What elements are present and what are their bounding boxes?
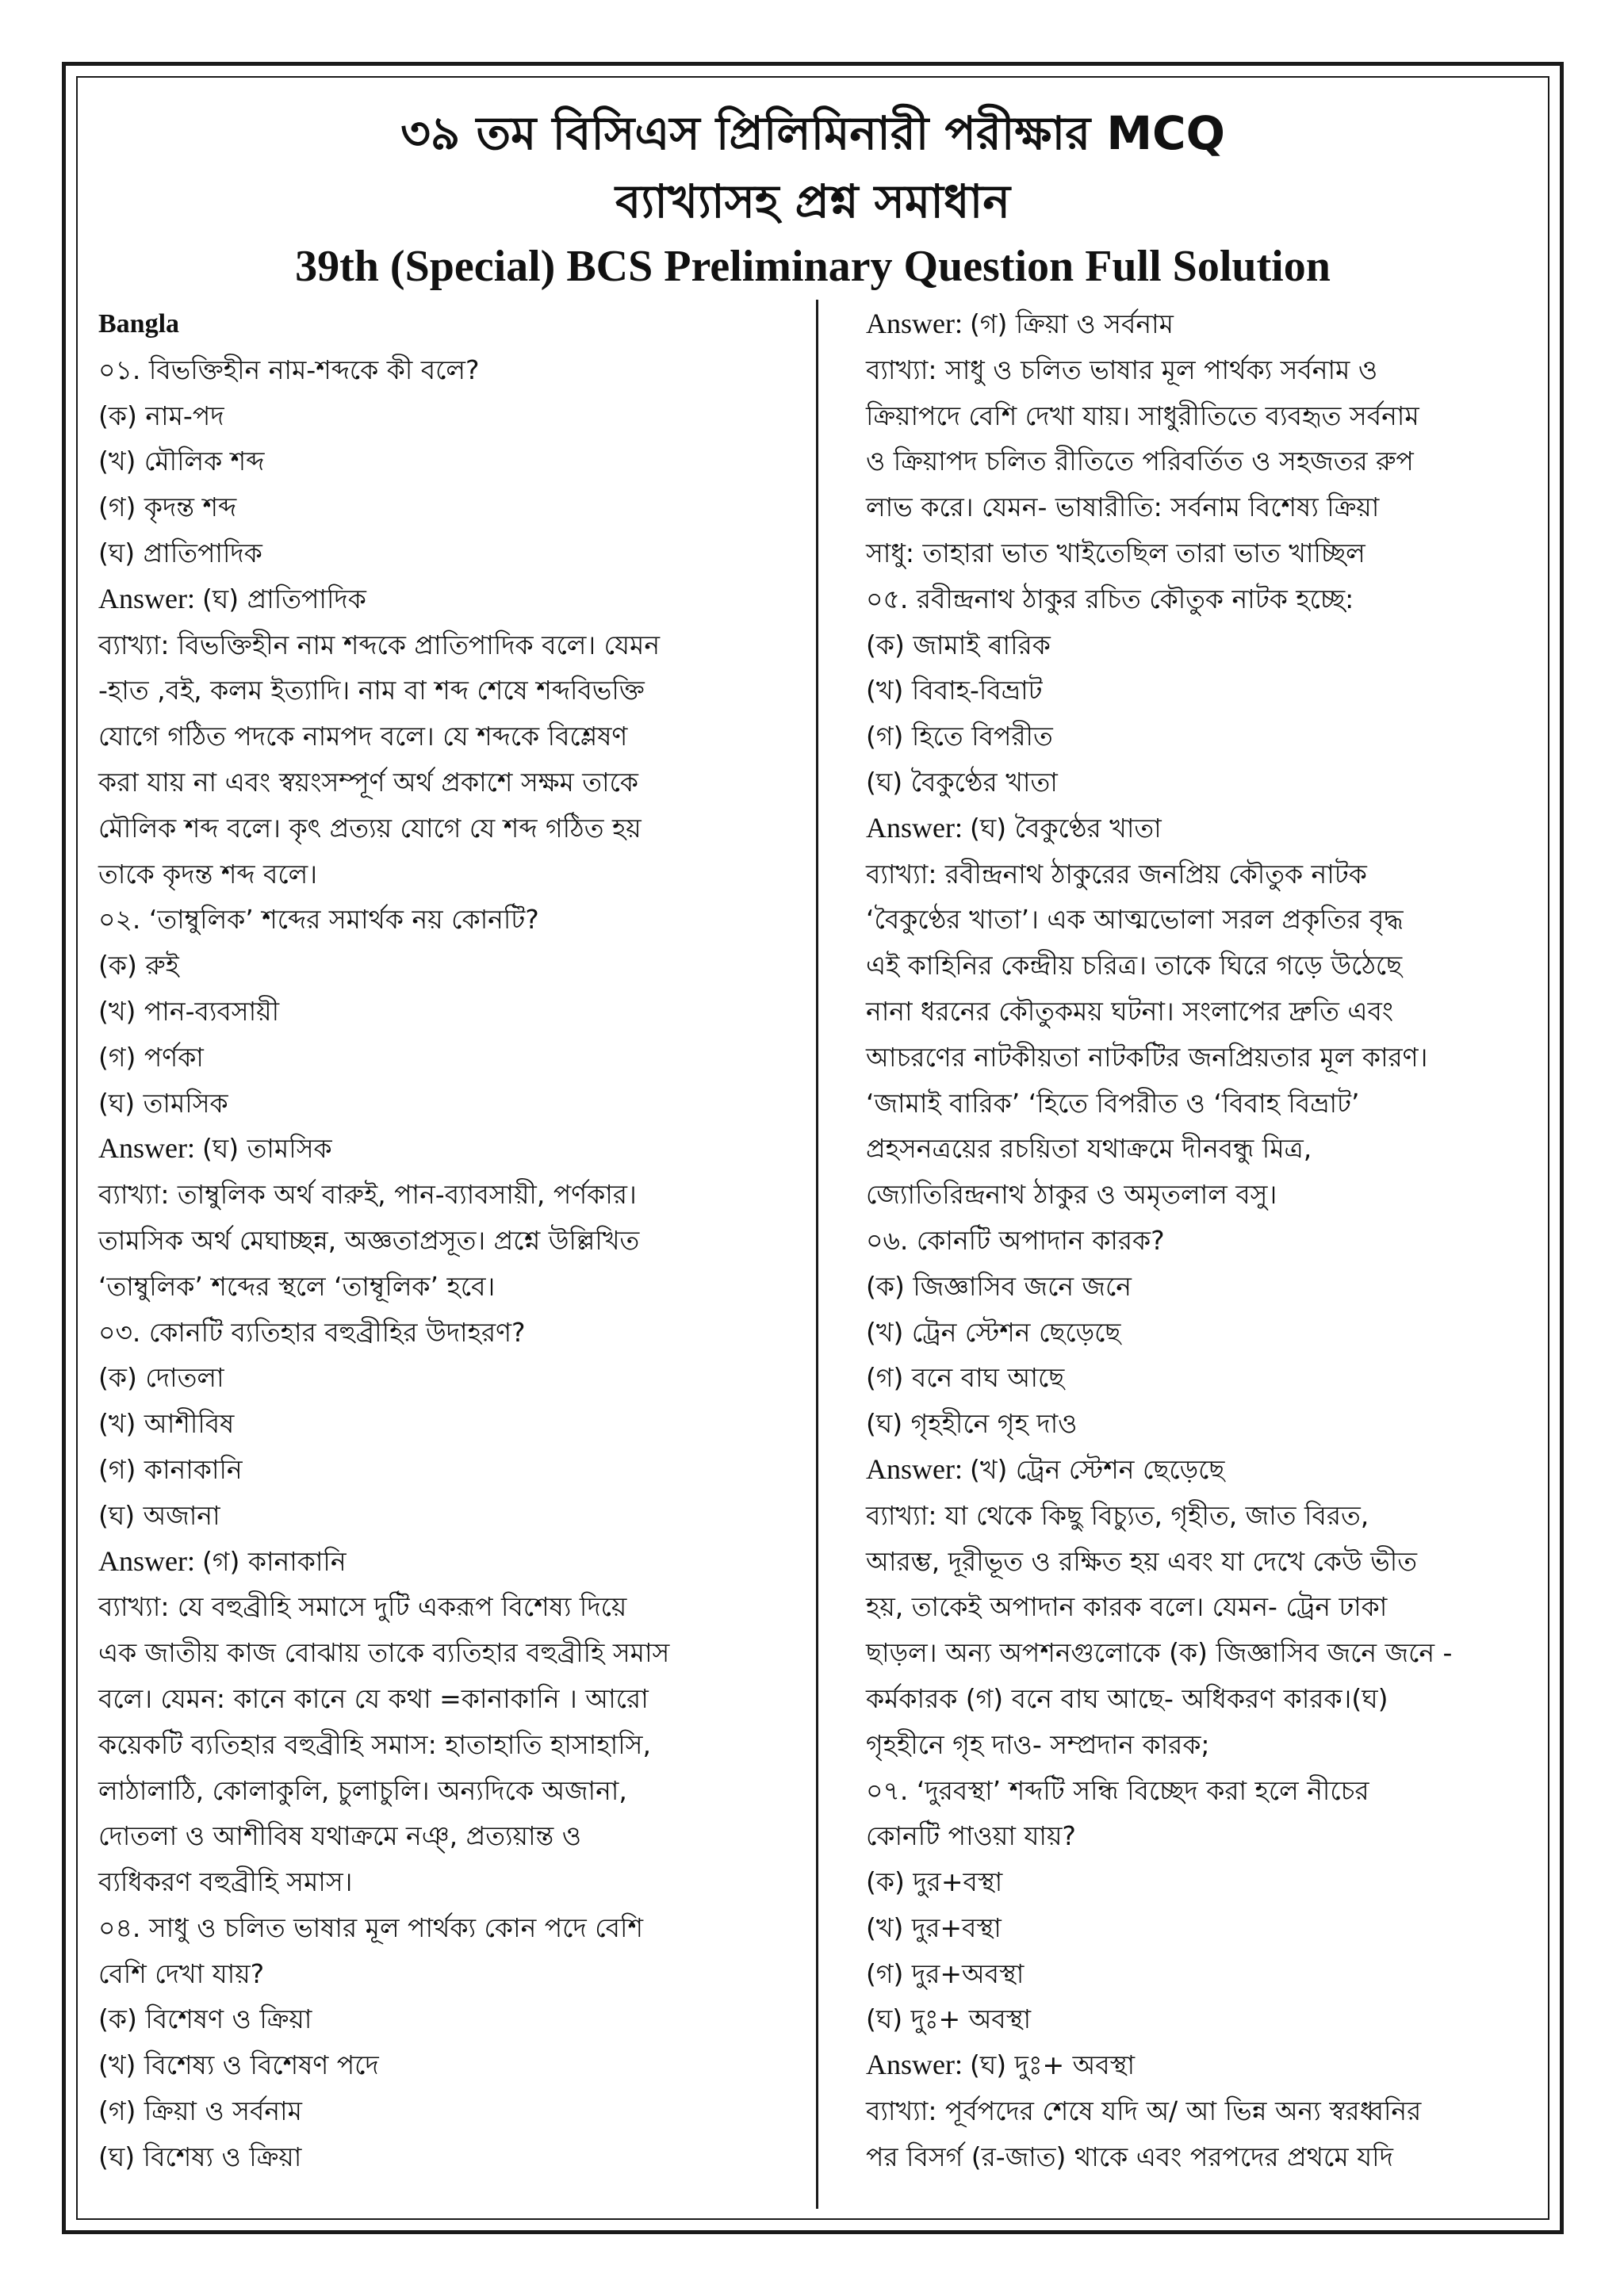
answer-option: (খ) দুর+বস্থা <box>866 1911 1002 1943</box>
explanation-line: ও ক্রিয়াপদ চলিত রীতিতে পরিবর্তিত ও সহজতর রুপ <box>866 446 1414 477</box>
answer-option: (খ) মৌলিক শব্দ <box>98 446 265 477</box>
answer-line <box>866 806 1536 851</box>
explanation-line: তামসিক অর্থ মেঘাচ্ছন্ন, অজ্ঞতাপ্রসূত। প্রশ্নে উল্লিখিত <box>98 1224 640 1256</box>
answer-label: Answer: <box>98 1132 202 1165</box>
question-text: ০৫. রবীন্দ্রনাথ ঠাকুর রচিত কৌতুক নাটক হচ্ছে: <box>866 583 1354 614</box>
answer-value: (ঘ) বৈকুণ্ঠের খাতা <box>969 812 1162 844</box>
answer-value: (গ) ক্রিয়া ও সর্বনাম <box>969 308 1174 339</box>
explanation-line: সাধু: তাহারা ভাত খাইতেছিল তারা ভাত খাচ্ছিল <box>866 537 1365 568</box>
answer-option: (ঘ) প্রাতিপাদিক <box>98 537 262 568</box>
question-text: বেশি দেখা যায়? <box>98 1957 265 1989</box>
answer-option: (খ) আশীবিষ <box>98 1408 235 1440</box>
explanation-line: নানা ধরনের কৌতুকময় ঘটনা। সংলাপের দ্রুতি এবং <box>866 995 1394 1027</box>
answer-option: (গ) ক্রিয়া ও সর্বনাম <box>98 2095 302 2127</box>
explanation-line: লাভ করে। যেমন- ভাষারীতি: সর্বনাম বিশেষ্য ক্রিয়া <box>866 492 1380 523</box>
explanation-line: ব্যাখ্যা: পূর্বপদের শেষে যদি অ/ আ ভিন্ন অন্য স্বরধ্বনির <box>866 2095 1422 2127</box>
answer-option: (ঘ) দুঃ+ অবস্থা <box>866 2003 1032 2035</box>
answer-option: (ক) দোতলা <box>98 1362 224 1394</box>
answer-option: (ঘ) বৈকুণ্ঠের খাতা <box>866 766 1058 798</box>
page-title-bangla: ৩৯ তম বিসিএস প্রিলিমিনারী পরীক্ষার MCQ <box>400 106 1225 160</box>
page-subtitle-bangla: ব্যাখ্যাসহ প্রশ্ন সমাধান <box>615 174 1010 228</box>
answer-line <box>866 2042 1536 2088</box>
explanation-line: পর বিসর্গ (র-জাত) থাকে এবং পরপদের প্রথমে যদি <box>866 2141 1393 2172</box>
explanation-line: আরম্ভ, দূরীভূত ও রক্ষিত হয় এবং যা দেখে কেউ ভীত <box>866 1545 1417 1577</box>
answer-option: (ক) জামাই ৰারিক <box>866 629 1051 660</box>
question-text: ০৬. কোনটি অপাদান কারক? <box>866 1224 1165 1256</box>
answer-value: (ঘ) প্রাতিপাদিক <box>201 583 366 614</box>
answer-line <box>98 1126 796 1172</box>
answer-option: (ক) রুই <box>98 950 179 982</box>
explanation-line: প্রহসনত্রয়ের রচয়িতা যথাক্রমে দীনবন্ধু মিত্র, <box>866 1133 1312 1165</box>
explanation-line: আচরণের নাটকীয়তা নাটকটির জনপ্রিয়তার মূল কারণ। <box>866 1041 1428 1073</box>
answer-option: (গ) বনে বাঘ আছে <box>866 1362 1065 1394</box>
explanation-line: মৌলিক শব্দ বলে। কৃৎ প্রত্যয় যোগে যে শব্দ গঠিত হয় <box>98 812 642 844</box>
answer-line <box>98 1539 796 1585</box>
explanation-line: কয়েকটি ব্যতিহার বহুব্রীহি সমাস: হাতাহাতি হাসাহাসি, <box>98 1728 651 1760</box>
explanation-line: হয়, তাকেই অপাদান কারক বলে। যেমন- ট্রেন ঢাকা <box>866 1591 1388 1623</box>
explanation-line: ব্যাখ্যা: সাধু ও চলিত ভাষার মূল পার্থক্য সর্বনাম ও <box>866 354 1378 385</box>
answer-option: (ক) জিজ্ঞাসিব জনে জনে <box>866 1270 1132 1302</box>
subject-heading: Bangla <box>98 309 180 339</box>
page-header <box>79 103 1546 297</box>
page-title-english: 39th (Special) BCS Preliminary Question Full Solution <box>295 242 1331 291</box>
question-text: ০৪. সাধু ও চলিত ভাষার মূল পার্থক্য কোন পদে বেশি <box>98 1911 643 1943</box>
explanation-line: ‘জামাই বারিক’ ‘হিতে বিপরীত ও ‘বিবাহ বিভ্রাট’ <box>866 1087 1360 1119</box>
answer-label: Answer: <box>866 2049 970 2081</box>
answer-option: (ক) বিশেষণ ও ক্রিয়া <box>98 2003 312 2035</box>
explanation-line: ব্যাখ্যা: যে বহুব্রীহি সমাসে দুটি একরূপ বিশেষ্য দিয়ে <box>98 1591 627 1623</box>
explanation-line: ব্যধিকরণ বহুব্রীহি সমাস। <box>98 1866 353 1898</box>
answer-option: (ঘ) অজানা <box>98 1499 220 1531</box>
explanation-line: যোগে গঠিত পদকে নামপদ বলে। যে শব্দকে বিশ্লেষণ <box>98 721 628 752</box>
explanation-line: দোতলা ও আশীবিষ যথাক্রমে নঞ্, প্রত্যয়ান্ত ও <box>98 1820 582 1852</box>
question-text: ০৭. ‘দুরবস্থা’ শব্দটি সন্ধি বিচ্ছেদ করা হলে নীচের <box>866 1774 1369 1806</box>
answer-option: (গ) কানাকানি <box>98 1453 243 1485</box>
answer-label: Answer: <box>866 1452 970 1485</box>
answer-option: (ক) দুর+বস্থা <box>866 1866 1003 1898</box>
answer-value: (ঘ) তামসিক <box>201 1133 332 1165</box>
answer-value: (ঘ) দুঃ+ অবস্থা <box>969 2049 1136 2081</box>
answer-option: (খ) বিবাহ-বিভ্রাট <box>866 675 1043 706</box>
answer-option: (খ) বিশেষ্য ও বিশেষণ পদে <box>98 2049 379 2081</box>
explanation-line: ছাড়ল। অন্য অপশনগুলোকে (ক) জিজ্ঞাসিব জনে জনে - <box>866 1637 1453 1669</box>
explanation-line: বলে। যেমন: কানে কানে যে কথা =কানাকানি । আরো <box>98 1682 649 1714</box>
answer-option: (ঘ) বিশেষ্য ও ক্রিয়া <box>98 2141 302 2172</box>
answer-label: Answer: <box>98 1544 202 1577</box>
left-column <box>98 301 796 2180</box>
explanation-line: ব্যাখ্যা: যা থেকে কিছু বিচ্যুত, গৃহীত, জাত বিরত, <box>866 1499 1369 1531</box>
answer-option: (খ) পান-ব্যবসায়ী <box>98 995 280 1027</box>
answer-value: (খ) ট্রেন স্টেশন ছেড়েছে <box>969 1453 1225 1485</box>
explanation-line: লাঠালাঠি, কোলাকুলি, চুলাচুলি। অন্যদিকে অজানা, <box>98 1774 627 1806</box>
answer-line <box>98 576 796 622</box>
question-text: কোনটি পাওয়া যায়? <box>866 1820 1076 1852</box>
answer-option: (ক) নাম-পদ <box>98 400 224 431</box>
explanation-line: জ্যোতিরিন্দ্রনাথ ঠাকুর ও অমৃতলাল বসু। <box>866 1179 1277 1211</box>
answer-label: Answer: <box>98 582 202 614</box>
column-divider <box>816 300 818 2209</box>
answer-label: Answer: <box>866 308 970 339</box>
answer-option: (খ) ট্রেন স্টেশন ছেড়েছে <box>866 1316 1121 1348</box>
answer-option: (গ) হিতে বিপরীত <box>866 721 1053 752</box>
explanation-line: -হাত ,বই, কলম ইত্যাদি। নাম বা শব্দ শেষে শব্দবিভক্তি <box>98 675 645 706</box>
explanation-line: গৃহহীনে গৃহ দাও- সম্প্রদান কারক; <box>866 1728 1210 1760</box>
explanation-line: এই কাহিনির কেন্দ্রীয় চরিত্র। তাকে ঘিরে গড়ে উঠেছে <box>866 950 1403 982</box>
question-text: ০৩. কোনটি ব্যতিহার বহুব্রীহির উদাহরণ? <box>98 1316 526 1348</box>
answer-option: (গ) দুর+অবস্থা <box>866 1957 1025 1989</box>
answer-value: (গ) কানাকানি <box>201 1545 347 1577</box>
explanation-line: কর্মকারক (গ) বনে বাঘ আছে- অধিকরণ কারক।(ঘ) <box>866 1682 1388 1714</box>
explanation-line: ব্যাখ্যা: তাম্বুলিক অর্থ বারুই, পান-ব্যাবসায়ী, পর্ণকার। <box>98 1179 637 1211</box>
explanation-line: তাকে কৃদন্ত শব্দ বলে। <box>98 858 318 890</box>
right-column <box>866 301 1536 2180</box>
answer-line <box>866 1447 1536 1493</box>
explanation-line: করা যায় না এবং স্বয়ংসম্পূর্ণ অর্থ প্রকাশে সক্ষম তাকে <box>98 766 638 798</box>
answer-option: (গ) কৃদন্ত শব্দ <box>98 492 237 523</box>
explanation-line: এক জাতীয় কাজ বোঝায় তাকে ব্যতিহার বহুব্রীহি সমাস <box>98 1637 670 1669</box>
answer-option: (গ) পর্ণকা <box>98 1041 204 1073</box>
answer-option: (ঘ) তামসিক <box>98 1087 228 1119</box>
explanation-line: ব্যাখ্যা: বিভক্তিহীন নাম শব্দকে প্রাতিপাদিক বলে। যেমন <box>98 629 661 660</box>
explanation-line: ক্রিয়াপদে বেশি দেখা যায়। সাধুরীতিতে ব্যবহৃত সর্বনাম <box>866 400 1419 431</box>
answer-option: (ঘ) গৃহহীনে গৃহ দাও <box>866 1408 1078 1440</box>
explanation-line: ‘তাম্বুলিক’ শব্দের স্থলে ‘তাম্বূলিক’ হবে। <box>98 1270 496 1302</box>
question-text: ০২. ‘তাম্বুলিক’ শব্দের সমার্থক নয় কোনটি? <box>98 904 539 936</box>
question-text: ০১. বিভক্তিহীন নাম-শব্দকে কী বলে? <box>98 354 480 385</box>
answer-line <box>866 301 1536 347</box>
explanation-line: ‘বৈকুণ্ঠের খাতা’। এক আত্মভোলা সরল প্রকৃতির বৃদ্ধ <box>866 904 1404 936</box>
answer-label: Answer: <box>866 811 970 844</box>
explanation-line: ব্যাখ্যা: রবীন্দ্রনাথ ঠাকুরের জনপ্রিয় কৌতুক নাটক <box>866 858 1367 890</box>
